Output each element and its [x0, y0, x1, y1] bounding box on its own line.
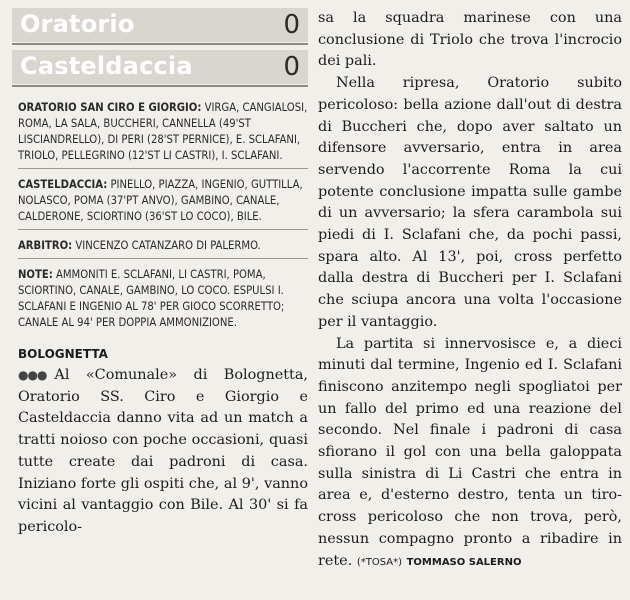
paragraph	[318, 334, 622, 574]
left-column	[12, 8, 308, 539]
notes-label: NOTE:	[18, 268, 53, 281]
article-intro	[18, 365, 308, 539]
bullet-dots-icon: ●●●	[18, 368, 47, 382]
right-column	[318, 8, 622, 573]
lineup-label: ORATORIO SAN CIRO E GIORGIO:	[18, 101, 202, 114]
scoreboard-away	[12, 50, 308, 84]
notes-text: AMMONITI E. SCLAFANI, LI CASTRI, POMA, SCIORTINO, CANALE, GAMBINO, LO COCO. ESPULSI I. SCLAFANI E INGENIO AL 78' PER GIOCO SCORRETTO; CANALE AL 94' PER DOPPIA AMMONIZIONE.	[18, 268, 285, 329]
home-team-score: 0	[283, 10, 300, 40]
away-lineup	[18, 177, 308, 225]
away-team-score: 0	[283, 52, 300, 82]
referee-label: ARBITRO:	[18, 239, 73, 252]
lineup-label: CASTELDACCIA:	[18, 178, 108, 191]
paragraph-text: La partita si innervosisce e, a dieci minuti dal termine, Ingenio ed I. Sclafani finiscono anzitempo negli spogliatoi per un fallo del primo ed una reazione del secondo. Nel finale i padroni di casa sfiorano il gol con una bella galoppata sulla sinistra di Li Castri che entra in area e, d'esterno destro, tenta un tiro-cross pericoloso che non trova, però, nessun compagno pronto a ribadire in rete.	[318, 335, 622, 569]
intro-text: Al «Comunale» di Bolognetta, Oratorio SS. Ciro e Giorgio e Casteldaccia danno vita ad un match a tratti noioso con poche occasioni, quasi tutte create dai padroni di casa. Iniziano forte gli ospiti che, al 9', vanno vicini al vantaggio con Bile. Al 30' si fa pericolo-	[18, 367, 308, 535]
home-team-name: Oratorio	[20, 10, 135, 38]
away-team-name: Casteldaccia	[20, 52, 193, 80]
divider	[18, 258, 308, 259]
author: TOMMASO SALERNO	[406, 556, 522, 568]
article-body	[318, 8, 622, 573]
paragraph: sa la squadra marinese con una conclusione di Triolo che trova l'incrocio dei pali.	[318, 10, 622, 70]
divider	[18, 229, 308, 230]
divider	[12, 43, 308, 45]
referee	[18, 238, 308, 254]
dateline: BOLOGNETTA	[18, 347, 108, 361]
divider	[18, 168, 308, 169]
lineup-text: PINELLO, PIAZZA, INGENIO, GUTTILLA, NOLASCO, POMA (37'PT ANVO), GAMBINO, CANALE, CALDERONE, SCIORTINO (36'ST LO COCO), BILE.	[18, 178, 303, 223]
scoreboard-home	[12, 8, 308, 42]
credit: (*TOSA*)	[356, 556, 403, 568]
notes	[18, 267, 308, 331]
lineup-text: VIRGA, CANGIALOSI, ROMA, LA SALA, BUCCHERI, CANNELLA (49'ST LISCIANDRELLO), DI PERI (28'ST PERNICE), E. SCLAFANI, TRIOLO, PELLEGRINO (12'ST LI CASTRI), I. SCLAFANI.	[18, 101, 308, 162]
paragraph: Nella ripresa, Oratorio subito pericoloso: bella azione dall'out di destra di Buccheri che, dopo aver saltato un difensore avversario, entra in area servendo l'accorrente Roma la cui potente conclusione impatta sulle gambe di un avversario; la sfera carambola sui piedi di I. Sclafani che, da pochi passi, spara alto. Al 13', poi, cross perfetto dalla destra di Buccheri per I. Sclafani che sciupa ancora una volta l'occasione per il vantaggio.	[318, 75, 622, 330]
divider	[12, 85, 308, 87]
home-lineup	[18, 100, 308, 164]
referee-name: VINCENZO CATANZARO DI PALERMO.	[75, 239, 261, 252]
